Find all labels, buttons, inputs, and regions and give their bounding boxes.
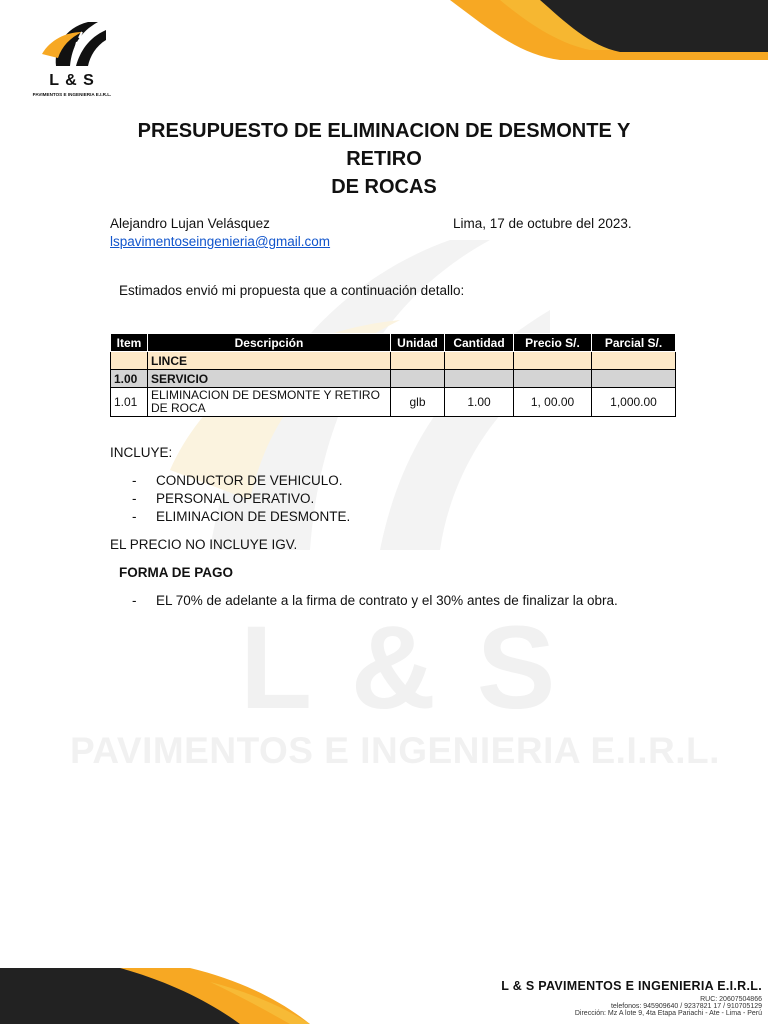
header-unit: Unidad [391,334,445,352]
table-section-row [111,370,676,388]
intro-text: Estimados envió mi propuesta que a continuación detallo: [119,283,465,298]
document-title [100,117,668,201]
row-price: 1, 00.00 [514,388,592,417]
bullet-dash: - [132,473,137,488]
document-title-line2: DE ROCAS [331,176,437,198]
section-item: 1.00 [111,370,148,388]
include-item-2: PERSONAL OPERATIVO. [156,491,315,506]
row-description-line2: DE ROCA [151,401,206,415]
budget-table [110,333,676,417]
watermark-company-text: PAVIMENTOS E INGENIERIA E.I.R.L. [70,730,720,771]
email-link[interactable]: lspavimentoseingenieria@gmail.com [110,234,331,249]
bullet-dash: - [132,509,137,524]
table-group-row [111,352,676,370]
watermark-logo-text: L & S [240,602,560,734]
row-quantity: 1.00 [445,388,514,417]
includes-heading: INCLUYE: [110,445,173,460]
road-logo-icon [36,18,108,74]
list-item [132,509,350,524]
bullet-dash: - [132,593,137,608]
footer-info [501,979,762,1017]
footer-ruc: RUC: 20607504866 [700,996,762,1003]
payment-heading: FORMA DE PAGO [119,565,233,580]
company-logo [26,18,118,102]
section-description: SERVICIO [148,370,391,388]
recipient-name: Alejandro Lujan Velásquez [110,216,270,231]
header-partial: Parcial S/. [592,334,676,352]
list-item [132,473,343,488]
include-item-1: CONDUCTOR DE VEHICULO. [156,473,343,488]
group-description: LINCE [148,352,391,370]
table-row [111,388,676,417]
group-item [111,352,148,370]
bullet-dash: - [132,491,137,506]
header-item: Item [111,334,148,352]
igv-note: EL PRECIO NO INCLUYE IGV. [110,537,298,552]
footer-company: L & S PAVIMENTOS E INGENIERIA E.I.R.L. [501,979,762,993]
logo-subtitle: PAVIMENTOS E INGENIERIA E.I.R.L. [32,92,112,97]
header-price: Precio S/. [514,334,592,352]
footer-address: Dirección: Mz A lote 9, 4ta Etapa Pariachi - Ate - Lima - Perú [574,1010,762,1017]
payment-item-1: EL 70% de adelante a la firma de contrato y el 30% antes de finalizar la obra. [156,593,618,608]
table-header-row [111,334,676,352]
list-item [132,491,314,506]
row-description-line1: ELIMINACION DE DESMONTE Y RETIRO [151,388,380,402]
place-date: Lima, 17 de octubre del 2023. [453,216,632,231]
logo-name: L & S [49,72,95,89]
row-unit: glb [391,388,445,417]
document-title-line1: PRESUPUESTO DE ELIMINACION DE DESMONTE Y RETIRO [137,120,631,170]
row-description [148,388,391,417]
header-description: Descripción [148,334,391,352]
row-item: 1.01 [111,388,148,417]
row-partial: 1,000.00 [592,388,676,417]
list-item [132,593,618,608]
header-quantity: Cantidad [445,334,514,352]
include-item-3: ELIMINACION DE DESMONTE. [156,509,351,524]
footer-phones: telefonos: 945909640 / 9237821 17 / 910705129 [610,1003,762,1010]
